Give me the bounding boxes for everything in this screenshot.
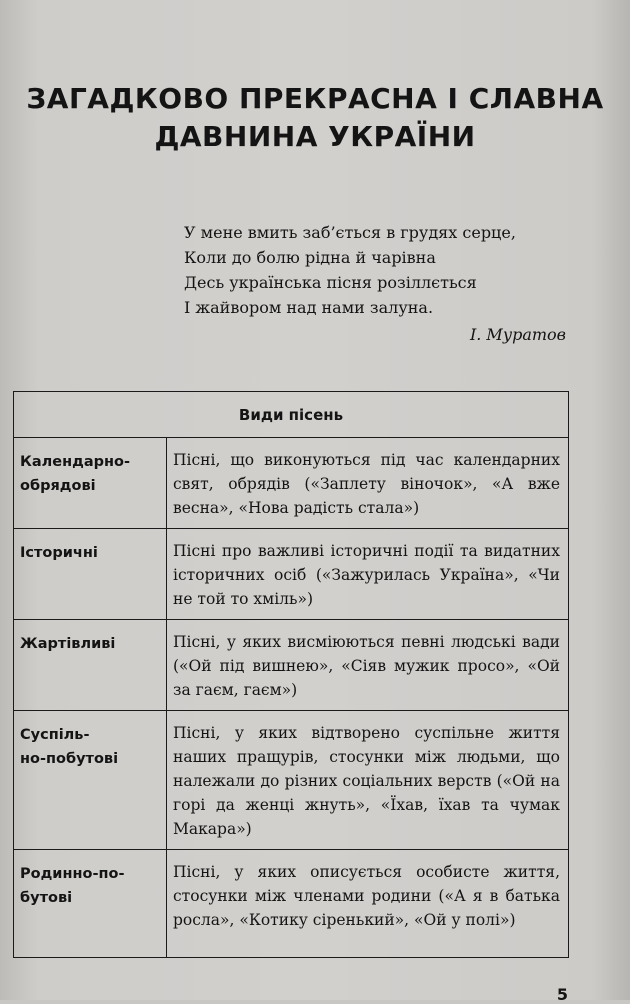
table-row [14, 711, 569, 850]
table-header-row [14, 392, 569, 438]
poem-line: Десь українська пісня розіллється [184, 273, 477, 292]
table-row [14, 850, 569, 958]
page-title-line-2: ДАВНИНА УКРАЇНИ [154, 120, 476, 153]
table-row [14, 529, 569, 620]
epigraph-author: І. Муратов [469, 325, 566, 344]
song-type-cell [14, 529, 167, 620]
song-types-table [13, 391, 569, 958]
table-header: Види пісень [14, 392, 569, 438]
song-type-line: Календарно- [20, 454, 130, 470]
song-type-line: Жартівливі [20, 636, 116, 652]
song-type-cell [14, 850, 167, 958]
song-type-cell [14, 711, 167, 850]
song-type-cell [14, 438, 167, 529]
table-row [14, 620, 569, 711]
song-type-line: Родинно-по- [20, 866, 125, 882]
song-type-line: Історичні [20, 545, 98, 561]
epigraph-poem [184, 220, 516, 320]
table-row [14, 438, 569, 529]
poem-line: Коли до болю рідна й чарівна [184, 248, 436, 267]
song-type-line: бутові [20, 890, 73, 906]
song-description-cell: Пісні про важливі історичні події та видатних історичних осіб («Зажурилась Україна», «Чи не той то хміль») [167, 529, 569, 620]
song-type-line: обрядові [20, 478, 96, 494]
page-title [0, 80, 630, 156]
song-description-cell: Пісні, у яких висміюються певні людські вади («Ой під вишнею», «Сіяв мужик просо», «Ой за гаєм, гаєм») [167, 620, 569, 711]
page-number: 5 [556, 985, 568, 1004]
song-type-line: но-побутові [20, 751, 119, 767]
poem-line: І жайвором над нами залуна. [184, 298, 434, 317]
page-title-line-1: ЗАГАДКОВО ПРЕКРАСНА І СЛАВНА [26, 82, 604, 115]
song-type-line: Суспіль- [20, 727, 90, 743]
song-description-cell: Пісні, що виконуються під час календарних свят, обрядів («Заплету віночок», «А вже весна», «Нова радість стала») [167, 438, 569, 529]
song-type-cell [14, 620, 167, 711]
song-description-cell: Пісні, у яких відтворено суспільне життя наших пращурів, стосунки між людьми, що належали до різних соціальних верств («Ой на горі да женці жнуть», «Їхав, їхав та чумак Макара») [167, 711, 569, 850]
song-description-cell: Пісні, у яких описується особисте життя, стосунки між членами родини («А я в батька росла», «Котику сіренький», «Ой у полі») [167, 850, 569, 958]
poem-line: У мене вмить заб’ється в грудях серце, [184, 223, 516, 242]
